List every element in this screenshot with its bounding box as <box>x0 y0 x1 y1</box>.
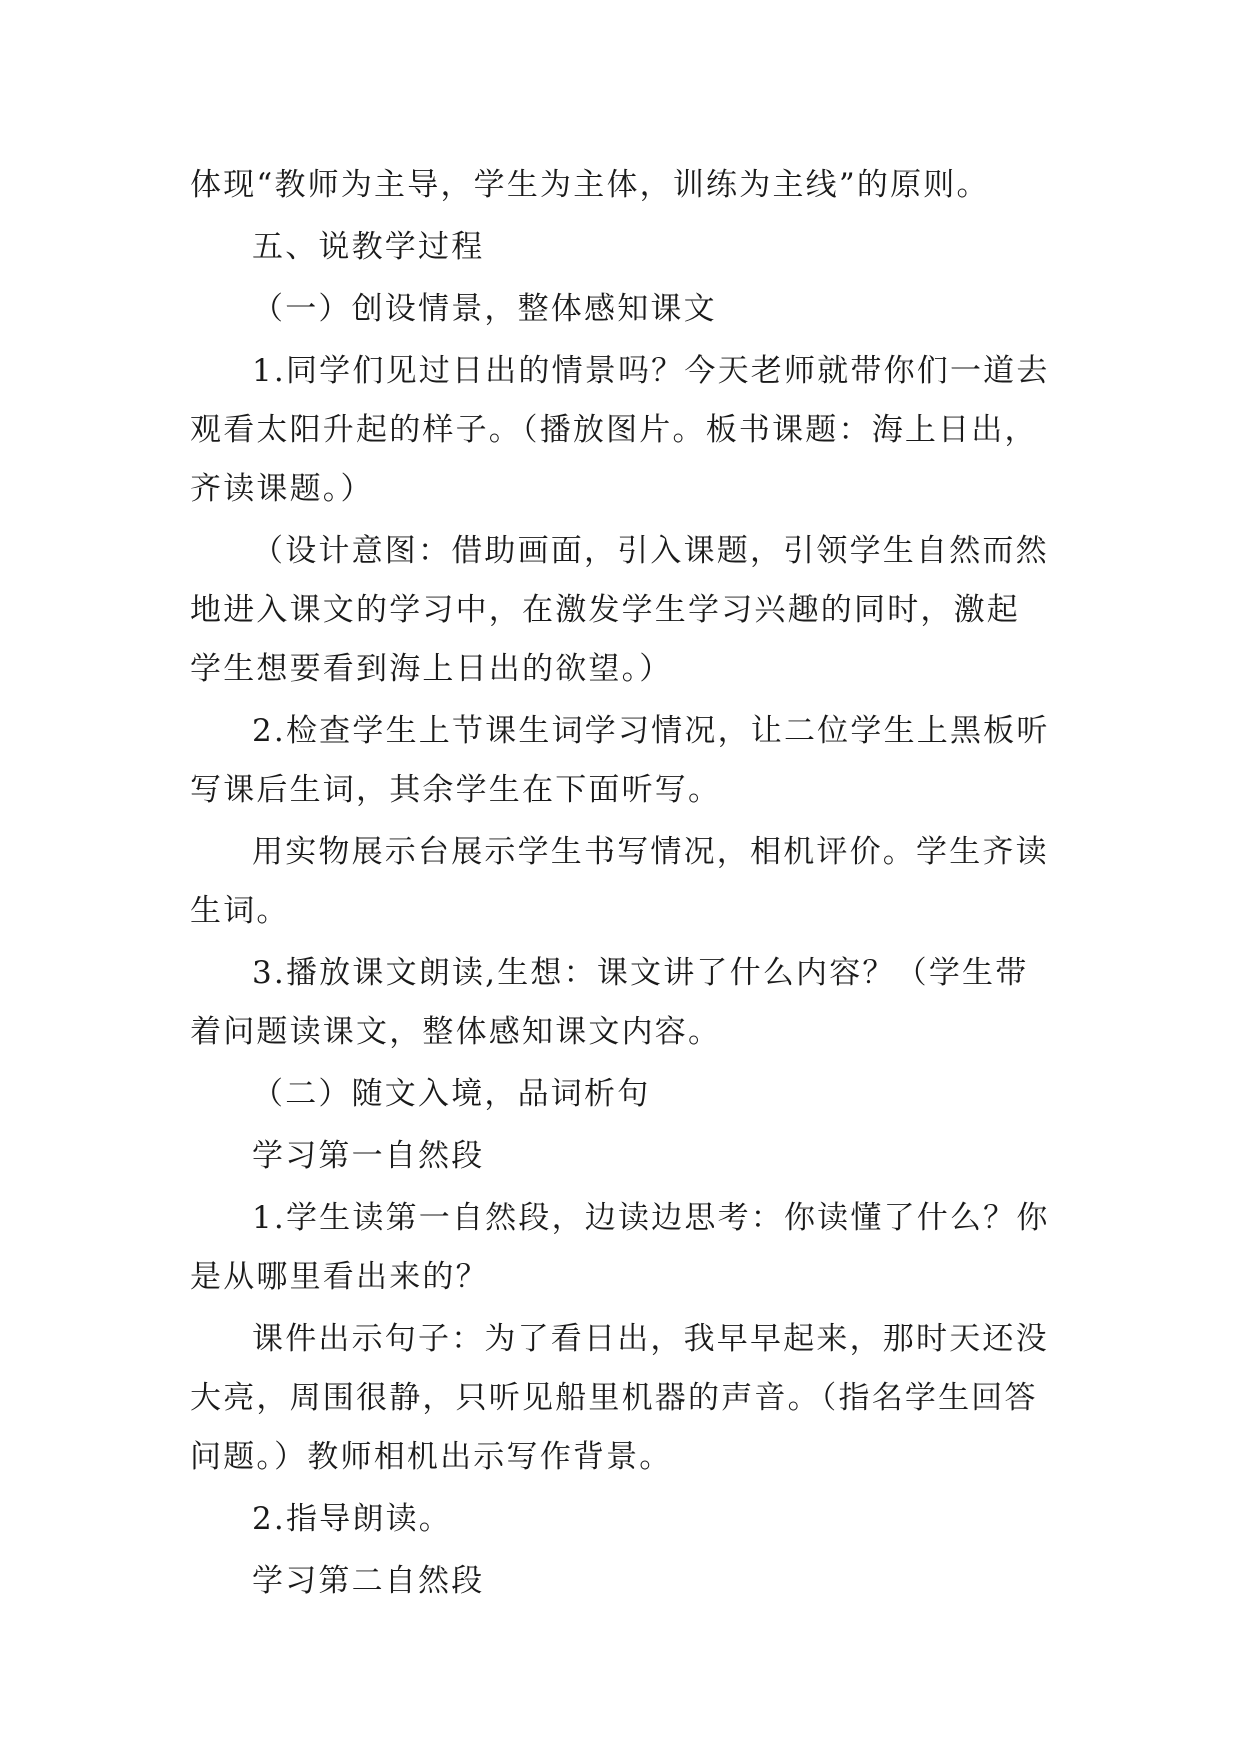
paragraph-courseware-sentence: 课件出示句子：为了看日出，我早早起来，那时天还没大亮，周围很静，只听见船里机器的声音。（指名学生回答问题。）教师相机出示写作背景。 <box>190 1321 1049 1475</box>
paragraph-display-evaluation: 用实物展示台展示学生书写情况，相机评价。学生齐读生词。 <box>190 834 1049 929</box>
paragraph-step-1: 1.同学们见过日出的情景吗？今天老师就带你们一道去观看太阳升起的样子。（播放图片。板书课题：海上日出，齐读课题。） <box>190 353 1050 507</box>
document-body <box>190 156 1050 1614</box>
paragraph-design-intent: （设计意图：借助画面，引入课题，引领学生自然而然地进入课文的学习中，在激发学生学习兴趣的同时，激起学生想要看到海上日出的欲望。） <box>190 533 1049 687</box>
heading-paragraph-one: 学习第一自然段 <box>252 1138 485 1174</box>
subsection-heading-2: （二）随文入境，品词析句 <box>252 1076 651 1112</box>
subsection-heading-1: （一）创设情景，整体感知课文 <box>252 291 717 327</box>
paragraph-principle: 体现“教师为主导，学生为主体，训练为主线”的原则。 <box>190 167 990 203</box>
paragraph-step-2: 2.检查学生上节课生词学习情况，让二位学生上黑板听写课后生词，其余学生在下面听写。 <box>190 713 1050 808</box>
paragraph-guide-reading: 2.指导朗读。 <box>252 1501 452 1537</box>
paragraph-step-3: 3.播放课文朗读,生想：课文讲了什么内容？（学生带着问题读课文，整体感知课文内容。 <box>190 955 1029 1050</box>
heading-paragraph-two: 学习第二自然段 <box>252 1563 485 1599</box>
section-heading-teaching-process: 五、说教学过程 <box>252 229 485 265</box>
paragraph-read-first: 1.学生读第一自然段，边读边思考：你读懂了什么？你是从哪里看出来的？ <box>190 1200 1050 1295</box>
